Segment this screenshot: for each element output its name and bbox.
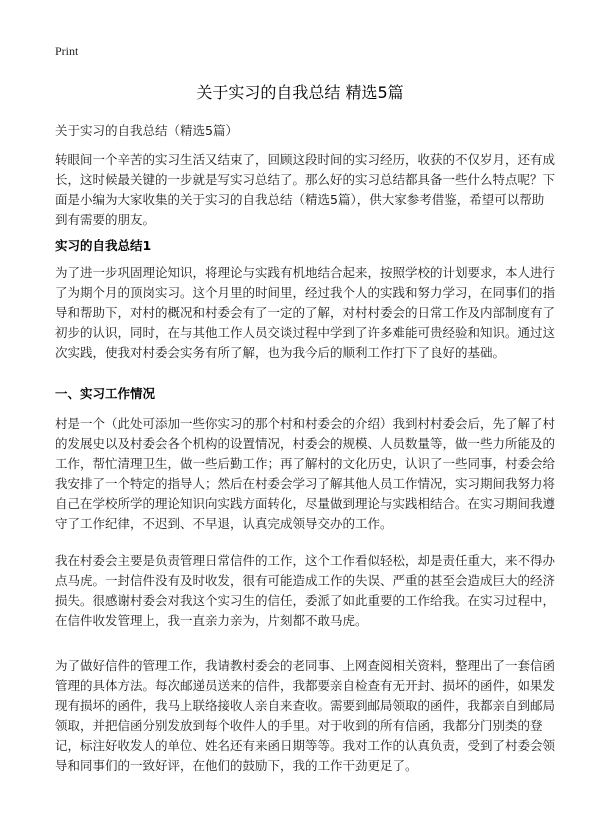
work-paragraph-1: 村是一个（此处可添加一些你实习的那个村和村委会的介绍）我到村村委会后，先了解了村的发展史以及村委会各个机构的设置情况，村委会的规模、人员数量等，做一些力所能及的工作，帮忙清理卫生，做一些后勤工作；再了解村的文化历史，认识了一些同事，村委会给我安排了一个特定的指导人；然后在村委会学习了解其他人员工作情况，实习期间我努力将自己在学校所学的理论知识向实践方面转化，尽量做到理论与实践相结合。在实习期间我遵守了工作纪律，不迟到、不早退，认真完成领导交办的工作。	[55, 416, 556, 531]
print-label: Print	[55, 44, 79, 58]
section-heading-1: 实习的自我总结1	[55, 238, 152, 253]
work-paragraph-2: 我在村委会主要是负责管理日常信件的工作，这个工作看似轻松，却是责任重大，来不得办点马虎。一封信件没有及时收发，很有可能造成工作的失误、严重的甚至会造成巨大的经济损失。很感谢村委会对我这个实习生的信任，委派了如此重要的工作给我。在实习过程中，在信件收发管理上，我一直亲力亲为，片刻都不敢马虎。	[55, 553, 556, 628]
document-subtitle: 关于实习的自我总结（精选5篇）	[55, 123, 238, 138]
work-paragraph-3: 为了做好信件的管理工作，我请教村委会的老同事、上网查阅相关资料，整理出了一套信函管理的具体方法。每次邮递员送来的信件，我都要亲自检查有无开封、损坏的函件，如果发现有损坏的函件，我马上联络接收人亲自来查收。需要到邮局领取的函件，我都亲自到邮局领取，并把信函分别发放到每个收件人的手里。对于收到的所有信函，我都分门别类的登记，标注好收发人的单位、姓名还有来函日期等等。我对工作的认真负责，受到了村委会领导和同事们的一致好评，在他们的鼓励下，我的工作干劲更足了。	[55, 658, 556, 773]
document-title: 关于实习的自我总结 精选5篇	[196, 83, 404, 102]
section1-paragraph: 为了进一步巩固理论知识，将理论与实践有机地结合起来，按照学校的计划要求，本人进行了为期个月的顶岗实习。这个月里的时间里，经过我个人的实践和努力学习，在同事们的指导和帮助下，对村的概况和村委会有了一定的了解，对村村委会的日常工作及内部制度有了初步的认识，同时，在与其他工作人员交谈过程中学到了许多难能可贵经验和知识。通过这次实践，使我对村委会实务有所了解，也为我今后的顺利工作打下了良好的基础。	[55, 265, 556, 360]
intro-paragraph: 转眼间一个辛苦的实习生活又结束了，回顾这段时间的实习经历，收获的不仅岁月，还有成长，这时候最关键的一步就是写实习总结了。那么好的实习总结都具备一些什么特点呢？下面是小编为大家收集的关于实习的自我总结（精选5篇），供大家参考借鉴，希望可以帮助到有需要的朋友。	[55, 152, 556, 227]
subsection-heading-work: 一、实习工作情况	[55, 386, 156, 401]
